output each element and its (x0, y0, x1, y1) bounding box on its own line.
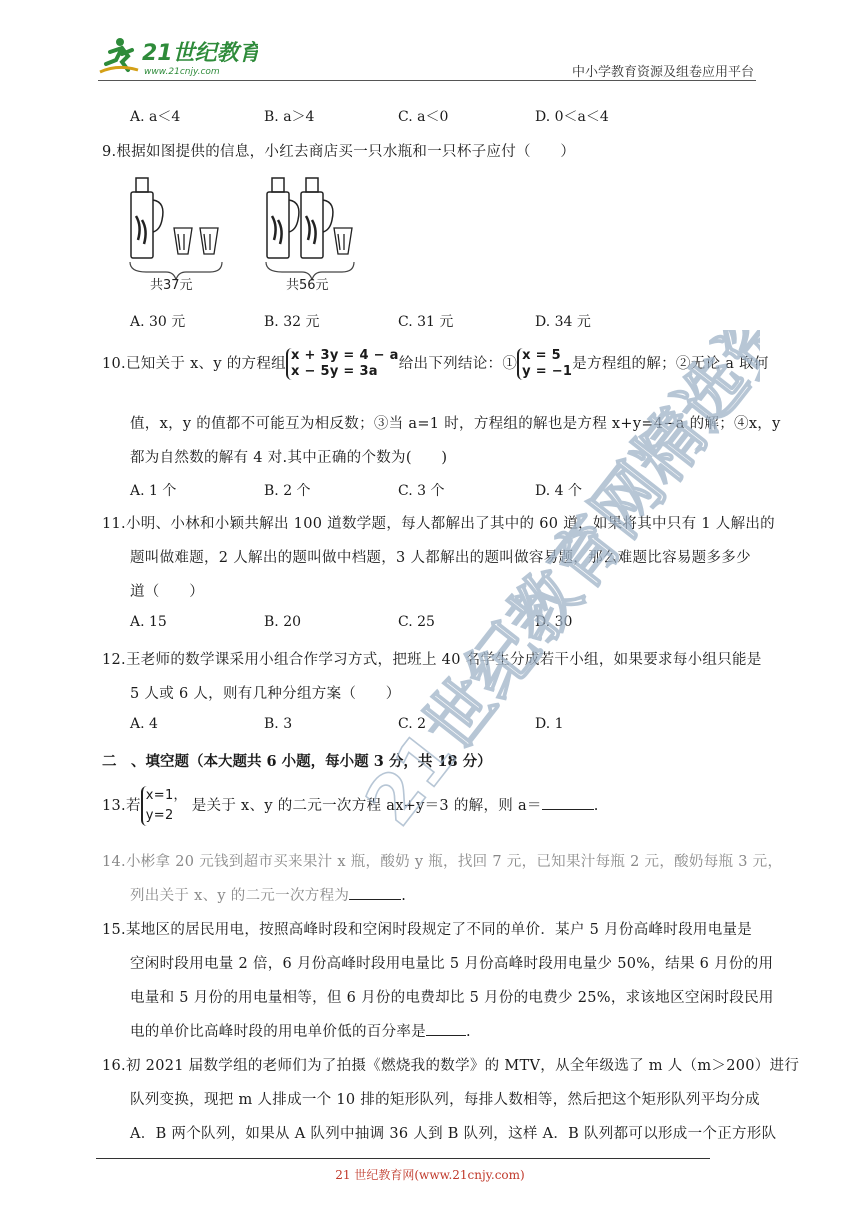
q13-eq2: y=2 (145, 808, 174, 823)
q12-option-d: D. 1 (535, 716, 564, 732)
q12-line-1: 12.王老师的数学课采用小组合作学习方式，把班上 40 名学生分成若干小组，如果要求每小组只能是 (102, 652, 762, 668)
q16-line-2: 队列变换，现把 m 人排成一个 10 排的矩形队列，每排人数相等，然后把这个矩形队列平均分成 (130, 1092, 760, 1108)
q10-option-b: B. 2 个 (264, 483, 311, 499)
q9-option-d: D. 34 元 (535, 314, 591, 330)
q15-line-4 (130, 1020, 471, 1041)
q11-option-a: A. 15 (130, 614, 167, 630)
q10-line-2: 值，x，y 的值都不可能互为相反数；③当 a=1 时，方程组的解也是方程 x+y=4−a 的解；④x，y (130, 416, 781, 432)
q15-line-1: 15.某地区的居民用电，按照高峰时段和空闲时段规定了不同的单价．某户 5 月份高峰时段用电量是 (102, 922, 753, 938)
q14-end: . (401, 888, 407, 904)
site-logo (98, 34, 258, 78)
q10-line-1 (102, 348, 769, 380)
q12-option-b: B. 3 (264, 716, 293, 732)
footer-text: 21 世纪教育网(www.21cnjy.com) (335, 1168, 525, 1182)
footer-divider (96, 1158, 710, 1159)
cup-icon (174, 228, 218, 254)
bottle-icon (267, 178, 333, 258)
q15-line-3: 电量和 5 月份的用电量相等，但 6 月份的电费却比 5 月份的电费少 25%，求该地区空闲时段民用 (130, 990, 774, 1006)
svg-text:21世纪教育: 21世纪教育 (142, 41, 258, 66)
q13-eq1: x=1， (145, 788, 187, 803)
q13-prefix: 13.若 (102, 798, 141, 814)
q9-caption-1: 共37元 (150, 278, 193, 293)
q11-option-c: C. 25 (398, 614, 435, 630)
q15-answer-blank[interactable] (426, 1021, 466, 1036)
q10-suffix: 是方程组的解；②无论 a 取何 (572, 356, 769, 372)
q11-option-d: D. 30 (535, 614, 573, 630)
q14-line-2-text: 列出关于 x、y 的二元一次方程为 (130, 888, 350, 904)
bottle-icon (131, 178, 163, 258)
q8-option-a: A. a＜4 (130, 109, 181, 125)
q13-line (102, 786, 599, 826)
q8-option-c: C. a＜0 (398, 109, 449, 125)
q10-prefix: 10.已知关于 x、y 的方程组 (102, 356, 286, 372)
q10-sol1: x = 5 (522, 348, 561, 363)
svg-text:www.21cnjy.com: www.21cnjy.com (144, 67, 220, 77)
q11-line-2: 题叫做难题，2 人解出的题叫做中档题，3 人都解出的题叫做容易题，那么难题比容易题多多少 (130, 550, 751, 566)
q10-sol2: y = −1 (522, 364, 573, 379)
q11-option-b: B. 20 (264, 614, 302, 630)
q15-line-4-text: 电的单价比高峰时段的用电单价低的百分率是 (130, 1024, 426, 1040)
q11-line-3: 道（ ） (130, 584, 204, 600)
q12-option-c: C. 2 (398, 716, 427, 732)
q9-option-a: A. 30 元 (130, 314, 186, 330)
q10-eq2: x − 5y = 3a (290, 364, 378, 379)
q12-line-2: 5 人或 6 人，则有几种分组方案（ ） (130, 686, 401, 702)
q9-caption-2: 共56元 (286, 278, 329, 293)
q10-option-d: D. 4 个 (535, 483, 582, 499)
watermark (340, 330, 760, 850)
section-fill-in-title: 二 、填空题（本大题共 6 小题，每小题 3 分，共 18 分） (102, 753, 492, 770)
header-platform-text: 中小学教育资源及组卷应用平台 (571, 65, 754, 80)
q8-option-b: B. a＞4 (264, 109, 315, 125)
q15-line-2: 空闲时段用电量 2 倍，6 月份高峰时段用电量比 5 月份高峰时段用电量少 50%，结果 6 月份的用 (130, 956, 774, 972)
q16-line-3: A．B 两个队列，如果从 A 队列中抽调 36 人到 B 队列，这样 A．B 队列都可以形成一个正方形队 (130, 1126, 777, 1142)
header-divider (98, 80, 756, 81)
q13-system (141, 786, 187, 826)
q10-option-a: A. 1 个 (130, 483, 177, 499)
q14-answer-blank[interactable] (349, 885, 401, 900)
q13-suffix: 是关于 x、y 的二元一次方程 ax+y＝3 的解，则 a＝ (191, 798, 542, 814)
runner-icon (100, 38, 138, 72)
q14-line-1: 14.小彬拿 20 元钱到超市买来果汁 x 瓶，酸奶 y 瓶，找回 7 元，已知果汁每瓶 2 元，酸奶每瓶 3 元， (102, 854, 783, 870)
q8-option-d: D. 0＜a＜4 (535, 109, 609, 125)
cup-icon (334, 228, 352, 254)
q10-eq1: x + 3y = 4 − a (290, 348, 399, 363)
svg-text:21世纪教育网精选资料: 21世纪教育网精选资料 (351, 330, 760, 841)
q10-system (286, 348, 399, 380)
q9-option-c: C. 31 元 (398, 314, 454, 330)
q10-line-3: 都为自然数的解有 4 对.其中正确的个数为( ) (130, 450, 448, 466)
q13-end: . (593, 798, 599, 814)
q12-option-a: A. 4 (130, 716, 158, 732)
q13-answer-blank[interactable] (542, 795, 594, 810)
q16-line-1: 16.初 2021 届数学组的老师们为了拍摄《燃烧我的数学》的 MTV，从全年级选了 m 人（m＞200）进行 (102, 1058, 800, 1074)
q15-end: . (466, 1024, 471, 1040)
q10-solution (517, 348, 572, 380)
q14-line-2 (130, 884, 406, 905)
q10-mid: 给出下列结论：① (398, 356, 518, 372)
q10-option-c: C. 3 个 (398, 483, 445, 499)
q11-line-1: 11.小明、小林和小颖共解出 100 道数学题，每人都解出了其中的 60 道，如果将其中只有 1 人解出的 (102, 516, 775, 532)
q9-option-b: B. 32 元 (264, 314, 320, 330)
q9-text: 9.根据如图提供的信息，小红去商店买一只水瓶和一只杯子应付（ ） (102, 144, 576, 160)
